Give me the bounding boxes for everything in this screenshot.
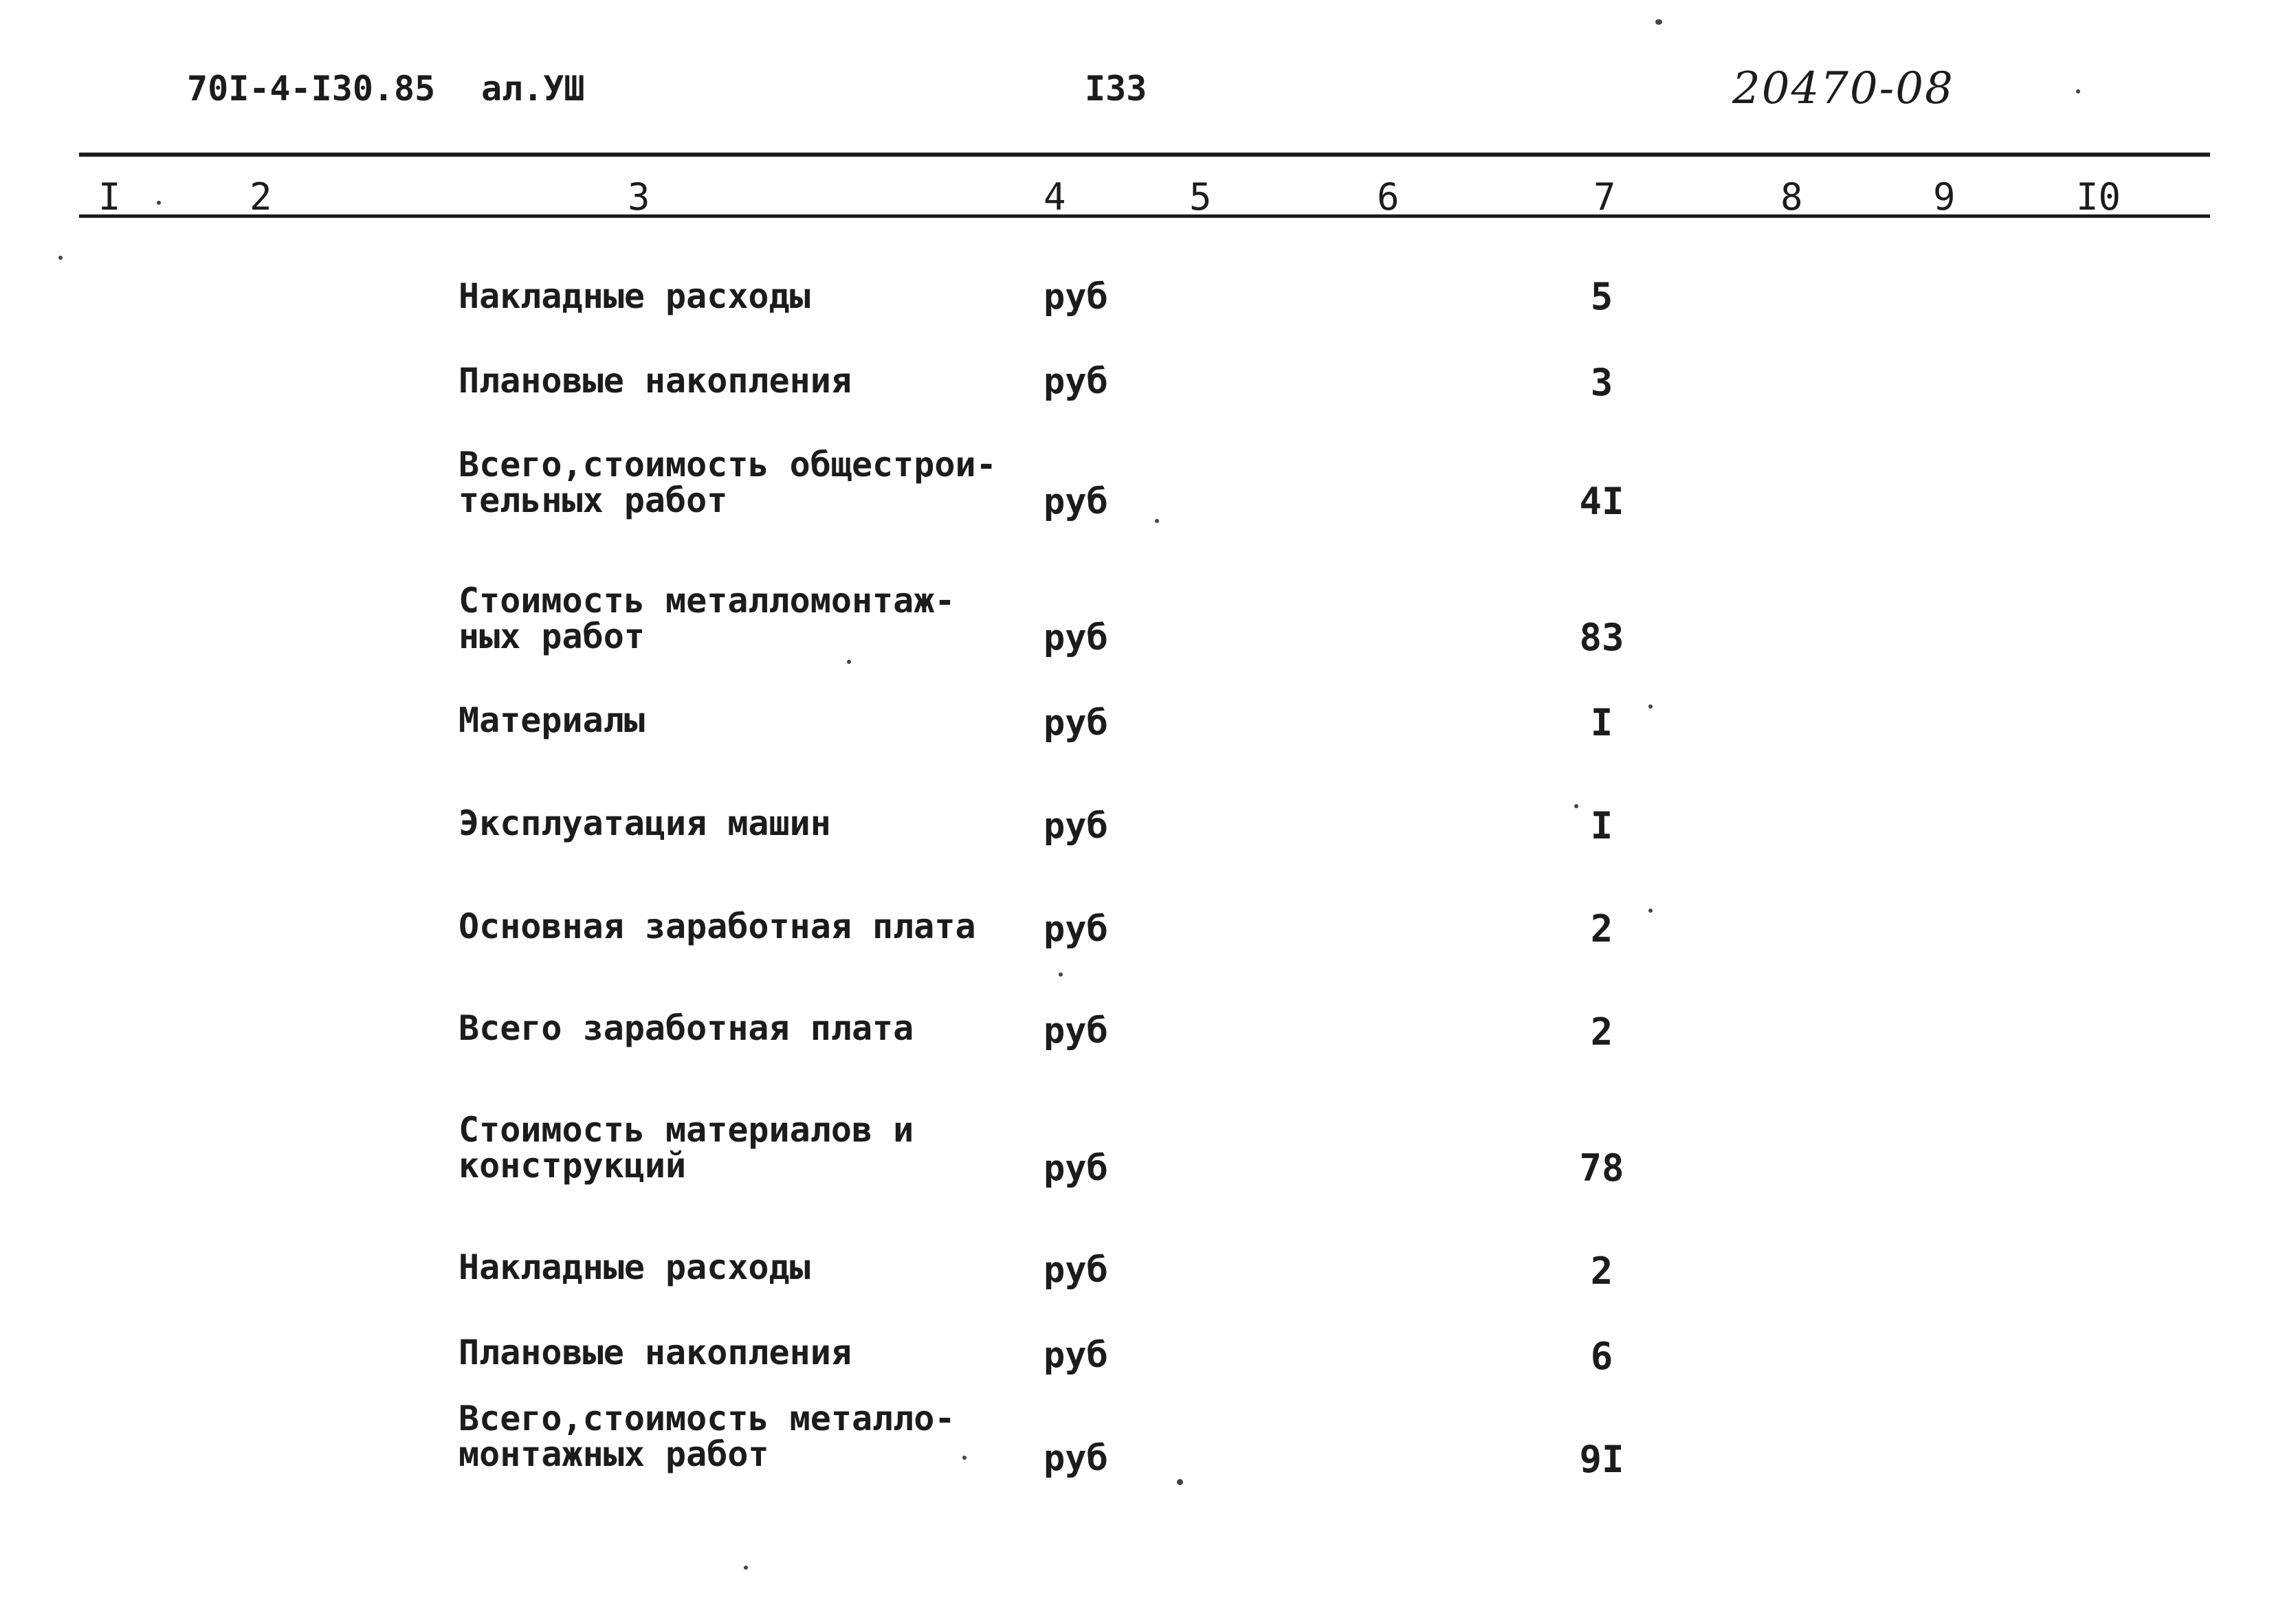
scan-speck <box>157 201 161 205</box>
scan-speck <box>1648 909 1653 913</box>
row-unit: руб <box>1044 1438 1108 1479</box>
column-number: 4 <box>1044 175 1066 219</box>
row-value: 9I <box>1579 1438 1624 1481</box>
column-number: 2 <box>250 175 272 219</box>
inventory-number: 20470-08 <box>1732 63 1954 114</box>
row-unit: руб <box>1044 1335 1108 1376</box>
scan-speck <box>1574 804 1578 808</box>
row-value: 6 <box>1590 1335 1613 1378</box>
row-description: Всего,стоимость общестрои- тельных работ <box>459 445 997 520</box>
row-unit: руб <box>1044 276 1108 318</box>
column-number: 7 <box>1593 175 1616 219</box>
column-number: 8 <box>1780 175 1803 219</box>
row-value: I <box>1590 701 1613 744</box>
row-value: 83 <box>1579 616 1624 659</box>
row-value: 2 <box>1590 907 1613 950</box>
scan-speck <box>744 1566 748 1570</box>
table-header-rule <box>79 214 2210 218</box>
scan-speck <box>1648 704 1653 709</box>
scan-speck <box>962 1456 967 1460</box>
column-number: I0 <box>2076 175 2121 219</box>
row-value: 5 <box>1590 275 1613 318</box>
row-value: 2 <box>1590 1010 1613 1054</box>
row-description: Накладные расходы <box>459 1247 810 1287</box>
row-description: Всего,стоимость металло- монтажных работ <box>459 1399 956 1474</box>
row-value: I <box>1590 804 1613 847</box>
row-description: Материалы <box>459 700 645 740</box>
row-description: Плановые накопления <box>459 1333 852 1372</box>
column-number: 6 <box>1377 175 1400 219</box>
album-label: ал.УШ <box>481 69 585 109</box>
scan-speck <box>1177 1479 1183 1485</box>
scan-speck <box>847 660 851 664</box>
row-description: Эксплуатация машин <box>459 803 831 843</box>
row-description: Всего заработная плата <box>459 1008 914 1048</box>
row-description: Плановые накопления <box>459 361 852 401</box>
row-value: 3 <box>1590 361 1613 404</box>
scan-speck <box>58 256 63 260</box>
doc-code: 70I-4-I30.85 <box>187 69 436 109</box>
column-number: I <box>98 175 121 219</box>
row-description: Стоимость материалов и конструкций <box>459 1110 914 1186</box>
row-description: Основная заработная плата <box>459 906 976 946</box>
row-description: Накладные расходы <box>459 276 810 316</box>
column-number: 5 <box>1189 175 1212 219</box>
row-description: Стоимость металломонтаж- ных работ <box>459 581 956 656</box>
scan-speck <box>2076 89 2080 93</box>
row-unit: руб <box>1044 617 1108 658</box>
row-unit: руб <box>1044 805 1108 847</box>
scan-speck <box>1059 972 1063 977</box>
row-unit: руб <box>1044 1249 1108 1291</box>
scan-speck <box>1655 19 1662 25</box>
row-unit: руб <box>1044 909 1108 950</box>
row-unit: руб <box>1044 481 1108 522</box>
scan-speck <box>1155 519 1159 523</box>
row-unit: руб <box>1044 361 1108 402</box>
row-value: 2 <box>1590 1249 1613 1293</box>
page-number: I33 <box>1085 69 1147 109</box>
row-unit: руб <box>1044 1010 1108 1052</box>
row-value: 4I <box>1579 480 1624 523</box>
table-top-rule <box>79 153 2210 157</box>
column-number: 9 <box>1933 175 1956 219</box>
row-unit: руб <box>1044 702 1108 744</box>
row-value: 78 <box>1579 1146 1624 1190</box>
row-unit: руб <box>1044 1148 1108 1189</box>
column-number: 3 <box>628 175 650 219</box>
